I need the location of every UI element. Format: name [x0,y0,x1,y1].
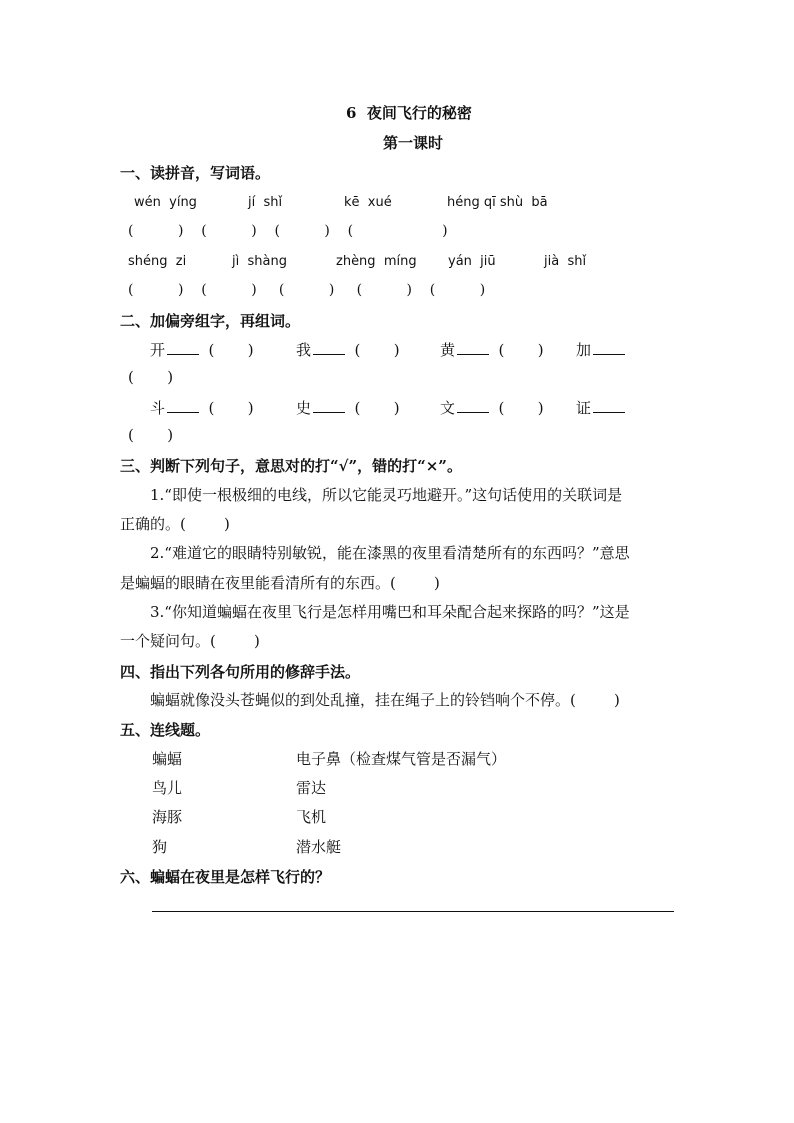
section-5-heading: 五、连线题。 [120,721,211,739]
answer-brackets: ( ) ( ) ( ) ( ) [128,223,448,239]
section-4-heading: 四、指出下列各句所用的修辞手法。 [120,663,361,681]
match-right-item: 电子鼻（检查煤气管是否漏气） [296,750,507,768]
pinyin: jì shàng [232,254,287,269]
match-left-item: 狗 [152,838,168,856]
page-title: 6 夜间飞行的秘密 [346,104,472,122]
pinyin: wén yíng [134,195,197,210]
match-left-item: 鸟儿 [152,779,183,797]
section-1-heading: 一、读拼音，写词语。 [120,164,271,182]
section-2-heading: 二、加偏旁组字，再组词。 [120,312,301,330]
match-right-item: 潜水艇 [296,838,342,856]
section-3-heading: 三、判断下列句子，意思对的打“√”，错的打“×”。 [120,457,462,475]
match-left-item: 海豚 [152,808,183,826]
page-subtitle: 第一课时 [383,134,444,152]
pinyin: kē xué [344,195,392,210]
section-6-heading: 六、蝙蝠在夜里是怎样飞行的？ [120,868,331,886]
question-1-cont: 正确的。( ) [120,515,230,533]
answer-bracket: ( ) [128,368,174,386]
answer-line [152,911,674,912]
question-1: 1.“即使一根极细的电线，所以它能灵巧地避开。”这句话使用的关联词是 [150,486,623,504]
radical-char: 开 ( ) [150,341,254,359]
question-2: 2.“难道它的眼睛特别敏锐，能在漆黑的夜里看清楚所有的东西吗？”意思 [150,544,630,562]
pinyin: héng qī shù bā [447,195,548,210]
radical-char: 史 ( ) [296,399,400,417]
pinyin: jí shǐ [248,195,283,210]
radical-char: 斗 ( ) [150,399,254,417]
radical-char: 文 ( ) [440,399,544,417]
match-right-item: 雷达 [296,779,327,797]
radical-char: 加 [576,340,625,360]
question-2-cont: 是蝙蝠的眼睛在夜里能看清所有的东西。( ) [120,574,440,592]
pinyin: jià shǐ [544,254,587,269]
radical-char: 黄 ( ) [440,341,544,359]
answer-bracket: ( ) [128,426,174,444]
match-right-item: 飞机 [296,808,327,826]
pinyin: yán jiū [448,254,496,269]
question-3-cont: 一个疑问句。( ) [120,632,260,650]
pinyin: shéng zi [128,254,187,269]
radical-char: 证 [576,398,625,418]
match-left-item: 蝙蝠 [152,750,183,768]
rhetoric-sentence: 蝙蝠就像没头苍蝇似的到处乱撞，挂在绳子上的铃铛响个不停。( ) [150,691,620,709]
pinyin: zhèng míng [336,254,417,269]
radical-char: 我 ( ) [296,341,400,359]
question-3: 3.“你知道蝙蝠在夜里飞行是怎样用嘴巴和耳朵配合起来探路的吗？”这是 [150,603,630,621]
answer-brackets: ( ) ( ) ( ) ( ) ( ) [128,282,486,298]
